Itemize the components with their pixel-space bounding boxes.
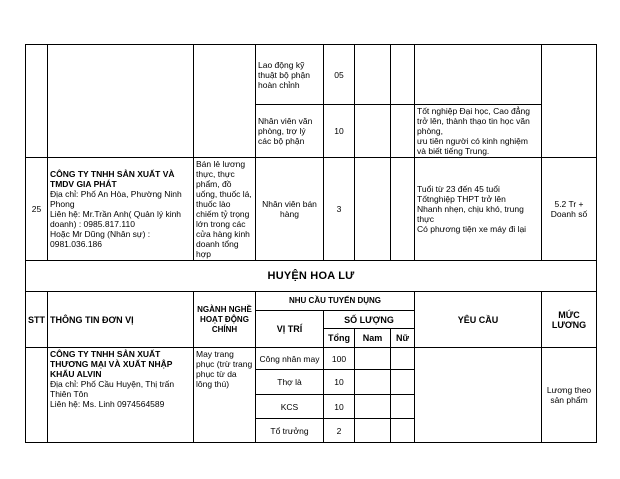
header-female: Nữ: [391, 329, 415, 348]
table-row: [26, 348, 597, 370]
company-address: Địa chỉ: Phố Cầu Huyện, Thị trấn Thiên Tôn: [50, 379, 175, 399]
industry-cell: Bán lẻ lương thực, thực phẩm, đồ uống, thuốc lá, thuốc lào chiếm tỷ trọng lớn trong các cửa hàng kinh doanh tổng hợp: [194, 158, 256, 261]
total-cell: 10: [324, 395, 355, 419]
male-cell: [355, 419, 391, 443]
female-cell: [391, 158, 415, 261]
total-cell: 10: [324, 105, 355, 158]
total-cell: 2: [324, 419, 355, 443]
female-cell: [391, 348, 415, 370]
header-quantity: SỐ LƯỢNG: [324, 311, 415, 329]
header-male: Nam: [355, 329, 391, 348]
company-contact: Liên hệ: Mr.Trần Anh( Quản lý kinh doanh) : 0985.817.110: [50, 209, 182, 229]
company-info-cell: [48, 348, 194, 443]
female-cell: [391, 419, 415, 443]
male-cell: [355, 158, 391, 261]
header-stt: STT: [26, 292, 48, 348]
header-info: THÔNG TIN ĐƠN VỊ: [48, 292, 194, 348]
header-total: Tổng: [324, 329, 355, 348]
position-cell: KCS: [256, 395, 324, 419]
stt-cell: [26, 45, 48, 158]
female-cell: [391, 105, 415, 158]
male-cell: [355, 348, 391, 370]
header-requirements: YÊU CẦU: [415, 292, 542, 348]
company-name: CÔNG TY TNHH SẢN XUẤT THƯƠNG MẠI VÀ XUẤT NHẬP KHẨU ALVIN: [50, 349, 173, 379]
company-info-cell: [48, 45, 194, 158]
total-cell: 100: [324, 348, 355, 370]
requirements-cell: [415, 348, 542, 443]
position-cell: Nhân viên văn phòng, trợ lý các bộ phận: [256, 105, 324, 158]
position-cell: Tổ trưởng: [256, 419, 324, 443]
requirements-cell: [415, 105, 542, 158]
position-cell: Thợ là: [256, 370, 324, 395]
male-cell: [355, 370, 391, 395]
requirement-line: Tốtnghiệp THPT trở lên: [417, 194, 506, 204]
female-cell: [391, 370, 415, 395]
salary-cell: Lương theo sản phẩm: [542, 348, 597, 443]
male-cell: [355, 105, 391, 158]
company-name: CÔNG TY TNHH SẢN XUẤT VÀ TMDV GIA PHÁT: [50, 169, 175, 189]
header-salary: MỨC LƯƠNG: [542, 292, 597, 348]
position-cell: Lao động kỹ thuật bộ phận hoàn chỉnh: [256, 45, 324, 105]
male-cell: [355, 395, 391, 419]
requirements-cell: [415, 45, 542, 105]
female-cell: [391, 45, 415, 105]
industry-cell: [194, 45, 256, 158]
salary-cell: 5.2 Tr + Doanh số: [542, 158, 597, 261]
male-cell: [355, 45, 391, 105]
company-contact: Hoặc Mr Dũng (Nhân sự) : 0981.036.186: [50, 229, 151, 249]
company-info-cell: [48, 158, 194, 261]
total-cell: 10: [324, 370, 355, 395]
requirement-line: Tuổi từ 23 đến 45 tuổi: [417, 184, 500, 194]
requirement-line: và biết tiếng Trung.: [417, 146, 490, 156]
requirement-line: Có phương tiện xe máy đi lại: [417, 224, 527, 234]
stt-cell: 25: [26, 158, 48, 261]
table-row: [26, 261, 597, 292]
table-header-row: [26, 292, 597, 311]
header-needs: NHU CẦU TUYỂN DỤNG: [256, 292, 415, 311]
industry-cell: May trang phục (trừ trang phục từ da lông thú): [194, 348, 256, 443]
company-contact: Liên hệ: Ms. Linh 0974564589: [50, 399, 165, 409]
header-industry: NGÀNH NGHỀ HOẠT ĐỘNG CHÍNH: [194, 292, 256, 348]
salary-cell: [542, 45, 597, 158]
requirement-line: Tốt nghiệp Đại học, Cao đẳng trở lên, thành thạo tin học văn phòng,: [417, 106, 530, 136]
total-cell: 3: [324, 158, 355, 261]
position-cell: Nhân viên bán hàng: [256, 158, 324, 261]
requirement-line: Nhanh nhẹn, chịu khó, trung thực: [417, 204, 524, 224]
total-cell: 05: [324, 45, 355, 105]
female-cell: [391, 395, 415, 419]
district-heading: HUYỆN HOA LƯ: [26, 261, 597, 292]
position-cell: Công nhân may: [256, 348, 324, 370]
job-listing-table: [25, 44, 597, 443]
requirement-line: ưu tiên người có kinh nghiệm: [417, 136, 528, 146]
table-row: [26, 45, 597, 105]
company-address: Địa chỉ: Phố An Hòa, Phường Ninh Phong: [50, 189, 182, 209]
header-position: VỊ TRÍ: [256, 311, 324, 348]
requirements-cell: [415, 158, 542, 261]
stt-cell: [26, 348, 48, 443]
table-row: [26, 158, 597, 261]
